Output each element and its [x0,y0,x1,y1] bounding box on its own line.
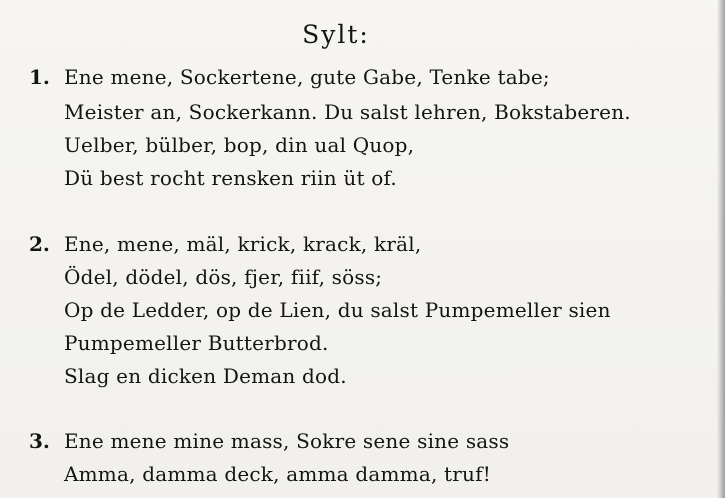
verse-line: Pumpemeller Butterbrod. [64,331,329,355]
verse-line: Meister an, Sockerkann. Du salst lehren, Bokstaberen. [64,100,631,124]
page-title: Sylt: [302,20,370,49]
stanza-number: 1. [29,65,50,89]
stanza-number: 2. [29,232,50,256]
page-edge-shadow [717,0,725,498]
stanza-number: 3. [29,429,50,453]
verse-line: Uelber, bülber, bop, din ual Quop, [64,133,415,157]
verse-line: Op de Ledder, op de Lien, du salst Pumpemeller sien [64,298,611,322]
verse-line: Ödel, dödel, dös, fjer, fiif, söss; [64,265,383,289]
verse-line: Ene mene mine mass, Sokre sene sine sass [64,429,510,453]
verse-line: Amma, damma deck, amma damma, truf! [64,462,491,486]
verse-line: Dü best rocht rensken riin üt of. [64,166,397,190]
verse-line: Ene mene, Sockertene, gute Gabe, Tenke tabe; [64,65,550,89]
verse-line: Slag en dicken Deman dod. [64,364,347,388]
verse-line: Ene, mene, mäl, krick, krack, kräl, [64,232,422,256]
